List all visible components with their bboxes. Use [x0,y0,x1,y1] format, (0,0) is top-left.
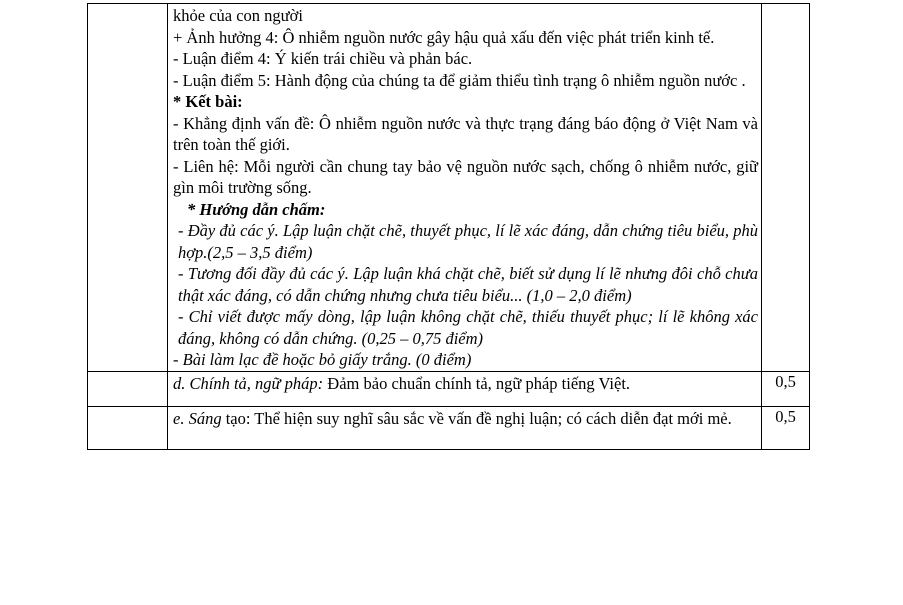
row-e-score: 0,5 [762,406,810,449]
row-d [88,371,810,406]
ket-bai-heading: * Kết bài: [173,92,243,111]
rubric-table [87,3,810,450]
row-d-content [168,371,762,406]
ket-bai-line-2: - Liên hệ: Mỗi người cần chung tay bảo vệ nguồn nước sạch, chống ô nhiễm nước, giữ gìn môi trường sống. [173,156,758,197]
row-d-score: 0,5 [762,371,810,406]
main-row [88,4,810,372]
row-e-label: e. Sáng [173,408,222,428]
line-2: + Ảnh hưởng 4: Ô nhiễm nguồn nước gây hậu quả xấu đến việc phát triển kinh tế. [173,27,715,47]
ket-bai-line-1: - Khẳng định vấn đề: Ô nhiễm nguồn nước và thực trạng đáng báo động ở Việt Nam và trên toàn thế giới. [173,113,758,154]
criteria-1: - Đầy đủ các ý. Lập luận chặt chẽ, thuyết phục, lí lẽ xác đáng, dẫn chứng tiêu biểu, phù hợp.(2,5 – 3,5 điểm) [178,221,758,262]
empty-cell [88,371,168,406]
row-e-text: tạo: Thể hiện suy nghĩ sâu sắc về vấn đề nghị luận; có cách diễn đạt mới mẻ. [221,408,732,428]
line-1: khỏe của con người [173,6,303,25]
huong-dan-heading: * Hướng dẫn chấm: [187,199,326,219]
criteria-3: - Chỉ viết được mấy dòng, lập luận không chặt chẽ, thiếu thuyết phục; lí lẽ không xác đáng, không có dẫn chứng. (0,25 – 0,75 điểm) [178,307,758,348]
score-cell-empty [762,4,810,372]
criteria-2: - Tương đối đầy đủ các ý. Lập luận khá chặt chẽ, biết sử dụng lí lẽ nhưng đôi chỗ chưa thật xác đáng, có dẫn chứng nhưng chưa tiêu biểu... (1,0 – 2,0 điểm) [178,264,758,305]
row-e [88,406,810,449]
row-e-content [168,406,762,449]
empty-cell [88,406,168,449]
content-cell [168,4,762,372]
line-3: - Luận điểm 4: Ý kiến trái chiều và phản bác. [173,49,473,68]
empty-cell [88,4,168,372]
line-4: - Luận điểm 5: Hành động của chúng ta để giảm thiểu tình trạng ô nhiễm nguồn nước . [173,70,746,90]
row-d-text: Đảm bảo chuẩn chính tả, ngữ pháp tiếng Việt. [323,373,631,393]
row-d-label: d. Chính tả, ngữ pháp: [173,373,324,393]
criteria-4: - Bài làm lạc đề hoặc bỏ giấy trắng. (0 điểm) [173,350,472,369]
